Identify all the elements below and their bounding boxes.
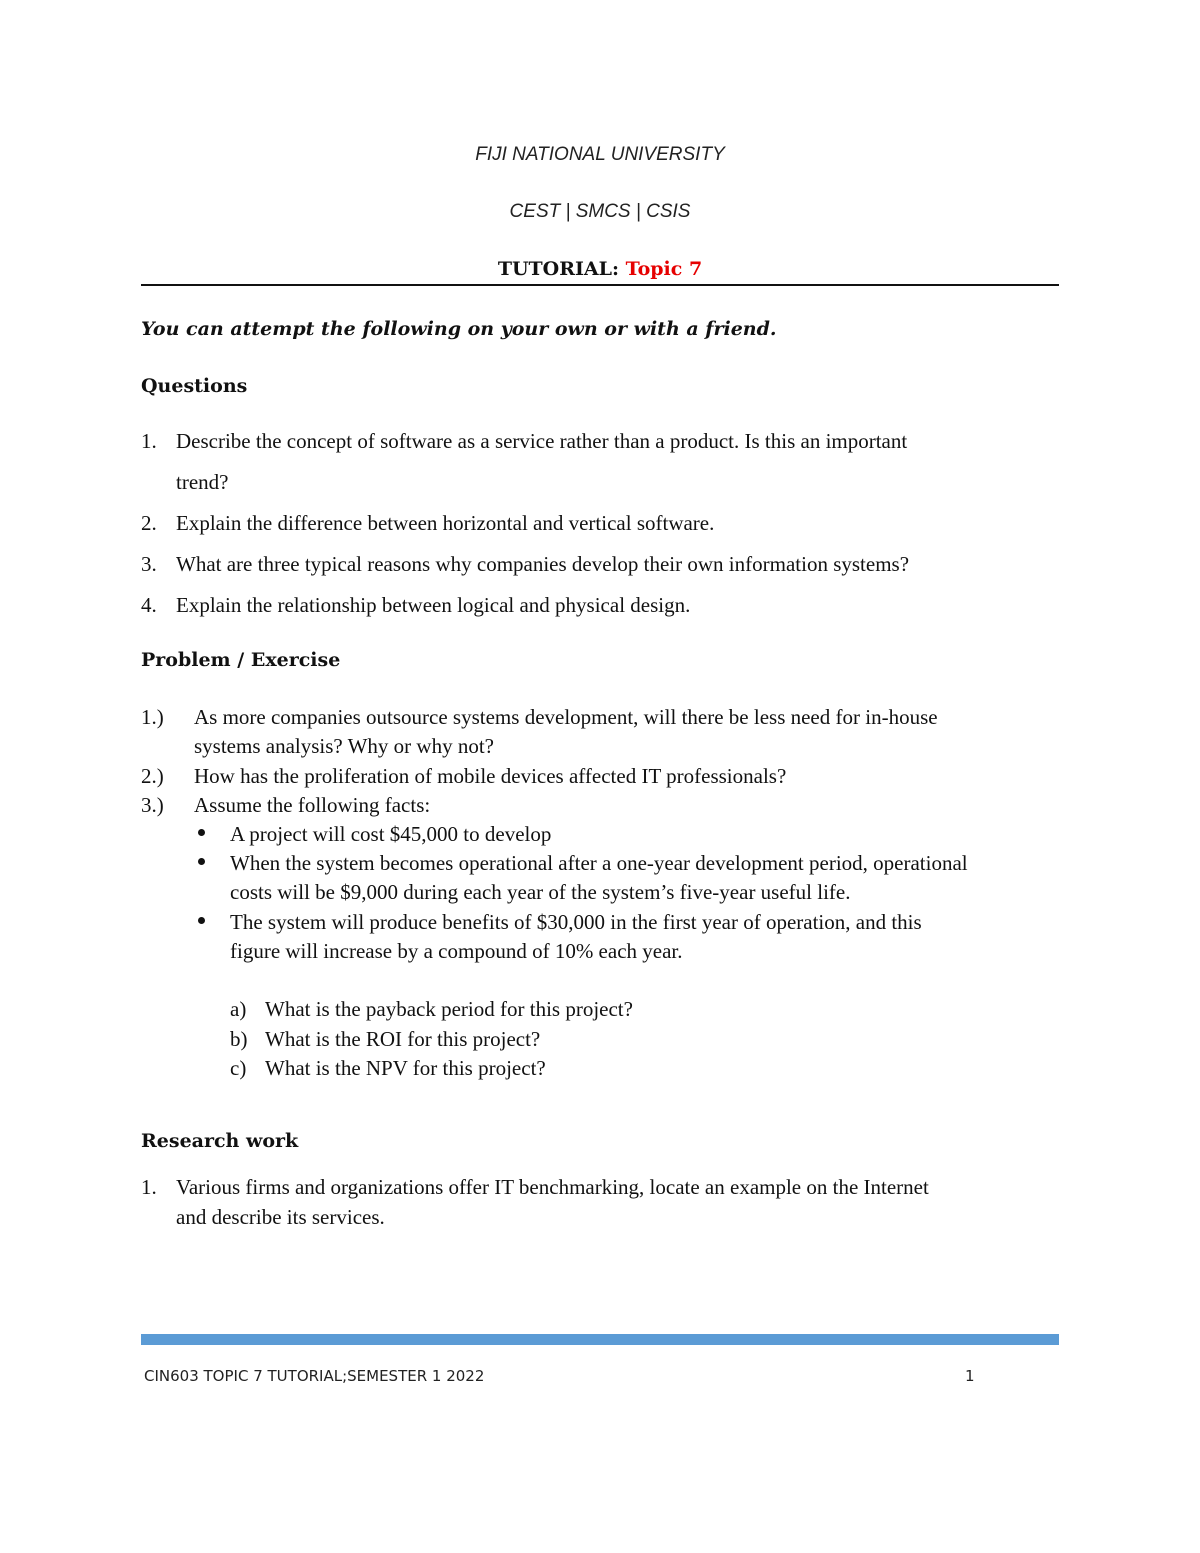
intro-text: You can attempt the following on your own or with a friend. [141, 318, 777, 340]
subquestion-letter: a) [230, 997, 247, 1021]
bullet-icon [198, 829, 205, 836]
question-number: 1. [141, 429, 157, 453]
question-text: trend? [176, 470, 229, 494]
subquestion-text: What is the ROI for this project? [265, 1027, 541, 1051]
title-rule [141, 284, 1059, 286]
footer-text: CIN603 TOPIC 7 TUTORIAL;SEMESTER 1 2022 [144, 1367, 485, 1385]
question-number: 2. [141, 511, 157, 535]
page-number: 1 [965, 1367, 975, 1385]
research-text: and describe its services. [176, 1205, 385, 1229]
topic-label: Topic 7 [625, 258, 703, 280]
question-number: 3. [141, 552, 157, 576]
university-name: FIJI NATIONAL UNIVERSITY [475, 144, 725, 165]
bullet-text: figure will increase by a compound of 10% each year. [230, 939, 683, 963]
research-number: 1. [141, 1175, 157, 1199]
question-text: Explain the difference between horizontal and vertical software. [176, 511, 715, 535]
problem-number: 1.) [141, 705, 164, 729]
bullet-text: A project will cost $45,000 to develop [230, 822, 552, 846]
problem-text: systems analysis? Why or why not? [194, 734, 494, 758]
question-text: What are three typical reasons why companies develop their own information systems? [176, 552, 910, 576]
problem-heading: Problem / Exercise [141, 649, 341, 671]
question-text: Describe the concept of software as a service rather than a product. Is this an important [176, 429, 908, 453]
subquestion-text: What is the payback period for this project? [265, 997, 633, 1021]
problem-text: How has the proliferation of mobile devices affected IT professionals? [194, 764, 787, 788]
research-text: Various firms and organizations offer IT benchmarking, locate an example on the Internet [176, 1175, 929, 1199]
problem-number: 3.) [141, 793, 164, 817]
problem-text: Assume the following facts: [194, 793, 431, 817]
subquestion-letter: c) [230, 1056, 247, 1080]
bullet-icon [198, 917, 205, 924]
footer-bar [141, 1334, 1059, 1345]
bullet-text: The system will produce benefits of $30,000 in the first year of operation, and this [230, 910, 922, 934]
problem-number: 2.) [141, 764, 164, 788]
bullet-icon [198, 858, 205, 865]
question-number: 4. [141, 593, 157, 617]
subquestion-letter: b) [230, 1027, 248, 1051]
research-heading: Research work [141, 1130, 299, 1152]
question-text: Explain the relationship between logical and physical design. [176, 593, 691, 617]
bullet-text: costs will be $9,000 during each year of the system’s five-year useful life. [230, 880, 851, 904]
subquestion-text: What is the NPV for this project? [265, 1056, 546, 1080]
tutorial-label: TUTORIAL: [497, 258, 620, 280]
bullet-text: When the system becomes operational after a one-year development period, operational [230, 851, 968, 875]
tutorial-title [0, 258, 1200, 280]
problem-text: As more companies outsource systems development, will there be less need for in-house [194, 705, 938, 729]
departments: CEST | SMCS | CSIS [509, 201, 691, 222]
questions-heading: Questions [141, 375, 248, 397]
